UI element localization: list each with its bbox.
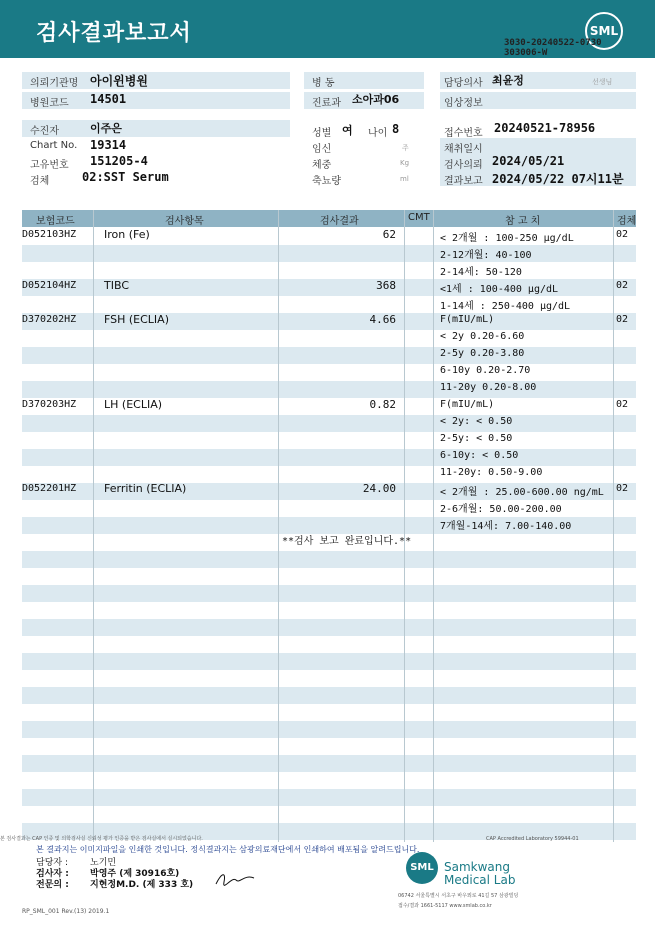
age-value: 8 bbox=[392, 122, 400, 136]
table-stripe bbox=[22, 619, 636, 636]
signature bbox=[214, 868, 258, 888]
row-ref: 11-20y 0.20-8.00 bbox=[440, 382, 537, 393]
specimen-label: 검체 bbox=[30, 176, 50, 187]
row-specimen: 02 bbox=[616, 314, 629, 325]
document-subnumber: 303006-W bbox=[504, 48, 548, 58]
ward-label: 병 동 bbox=[312, 78, 335, 89]
row-result: 62 bbox=[382, 228, 396, 241]
weight-unit: Kg bbox=[400, 159, 410, 167]
report-value: 2024/05/22 07시11분 bbox=[492, 172, 624, 186]
row-ref: 6-10y 0.20-2.70 bbox=[440, 365, 531, 376]
print-notice: 본 결과지는 이미지파일을 인쇄한 것입니다. 정식결과지는 삼광의료재단에서 인쇄하여 배포됨을 알려드립니다. bbox=[36, 845, 420, 854]
form-number: RP_SML_001 Rev.(13) 2019.1 bbox=[22, 908, 110, 915]
patient-value: 이주은 bbox=[90, 122, 122, 135]
row-code: D370203HZ bbox=[22, 399, 77, 410]
info-strip bbox=[22, 120, 290, 137]
id-value: 151205-4 bbox=[90, 154, 148, 168]
pregnancy-label: 임신 bbox=[312, 144, 332, 155]
collect-label: 채취일시 bbox=[444, 144, 483, 155]
row-result: 4.66 bbox=[369, 313, 396, 326]
col-header-specimen: 검체 bbox=[617, 216, 637, 227]
examiner-value: 박영주 (제 30916호) bbox=[90, 869, 180, 879]
row-ref: 6-10y: < 0.50 bbox=[440, 450, 519, 461]
row-ref: < 2y: < 0.50 bbox=[440, 416, 513, 427]
row-ref: 2-5y 0.20-3.80 bbox=[440, 348, 525, 359]
report-label: 결과보고 bbox=[444, 176, 483, 187]
request-value: 2024/05/21 bbox=[492, 154, 565, 168]
institution-label: 의뢰기관명 bbox=[30, 78, 79, 89]
company-phone: 접수/결과 1661-5117 www.smlab.co.kr bbox=[398, 903, 492, 909]
age-label: 나이 bbox=[368, 128, 388, 139]
table-stripe bbox=[22, 551, 636, 568]
table-stripe bbox=[22, 585, 636, 602]
sex-label: 성별 bbox=[312, 128, 332, 139]
table-stripe bbox=[22, 449, 636, 466]
clinical-info-label: 임상정보 bbox=[444, 98, 483, 109]
sml-logo: SML bbox=[585, 12, 623, 50]
table-stripe bbox=[22, 721, 636, 738]
id-label: 고유번호 bbox=[30, 160, 69, 171]
column-divider bbox=[404, 210, 405, 842]
company-address: 06742 서울특별시 서초구 바우뫼로 41길 57 삼광빌딩 bbox=[398, 893, 519, 899]
urine-label: 축뇨량 bbox=[312, 176, 341, 187]
table-stripe bbox=[22, 687, 636, 704]
specialist-label: 전문의 : bbox=[36, 880, 69, 890]
chart-label: Chart No. bbox=[30, 140, 78, 151]
row-ref: < 2개월 : 100-250 μg/dL bbox=[440, 233, 574, 244]
row-code: D052103HZ bbox=[22, 229, 77, 240]
row-specimen: 02 bbox=[616, 399, 629, 410]
request-label: 검사의뢰 bbox=[444, 160, 483, 171]
column-divider bbox=[93, 210, 94, 842]
staff-value: 노기민 bbox=[90, 858, 117, 868]
row-code: D052104HZ bbox=[22, 280, 77, 291]
row-code: D052201HZ bbox=[22, 483, 77, 494]
column-divider bbox=[433, 210, 434, 842]
specialist-value: 지현정M.D. (제 333 호) bbox=[90, 880, 194, 890]
row-ref: 2-6개월: 50.00-200.00 bbox=[440, 504, 562, 515]
report-complete-message: **검사 보고 완료입니다.** bbox=[282, 536, 412, 547]
sex-value: 여 bbox=[342, 124, 353, 137]
company-name-1: Samkwang bbox=[444, 860, 510, 874]
row-ref: F(mIU/mL) bbox=[440, 314, 495, 325]
row-specimen: 02 bbox=[616, 483, 629, 494]
row-item: FSH (ECLIA) bbox=[104, 313, 169, 326]
row-result: 0.82 bbox=[369, 398, 396, 411]
row-ref: 2-12개월: 40-100 bbox=[440, 250, 532, 261]
row-ref: F(mIU/mL) bbox=[440, 399, 495, 410]
table-stripe bbox=[22, 415, 636, 432]
table-stripe bbox=[22, 381, 636, 398]
table-stripe bbox=[22, 789, 636, 806]
dept-label: 진료과 bbox=[312, 98, 341, 109]
row-item: LH (ECLIA) bbox=[104, 398, 163, 411]
row-ref: <1세 : 100-400 μg/dL bbox=[440, 284, 559, 295]
dept-value: 소아과06 bbox=[352, 93, 400, 106]
pregnancy-unit: 주 bbox=[402, 144, 409, 152]
doctor-suffix: 선생님 bbox=[592, 78, 613, 86]
table-stripe bbox=[22, 245, 636, 262]
table-stripe bbox=[22, 755, 636, 772]
row-ref: 7개월-14세: 7.00-140.00 bbox=[440, 521, 572, 532]
row-item: Iron (Fe) bbox=[104, 228, 150, 241]
row-ref: 11-20y: 0.50-9.00 bbox=[440, 467, 543, 478]
row-ref: 1-14세 : 250-400 μg/dL bbox=[440, 301, 571, 312]
row-ref: 2-14세: 50-120 bbox=[440, 267, 522, 278]
weight-label: 체중 bbox=[312, 160, 332, 171]
urine-unit: ml bbox=[400, 175, 409, 183]
column-divider bbox=[278, 210, 279, 842]
specimen-value: 02:SST Serum bbox=[82, 170, 169, 184]
row-ref: < 2y 0.20-6.60 bbox=[440, 331, 525, 342]
table-stripe bbox=[22, 653, 636, 670]
row-specimen: 02 bbox=[616, 280, 629, 291]
col-header-item: 검사항목 bbox=[165, 216, 204, 227]
col-header-cmt: CMT bbox=[408, 212, 430, 223]
row-item: TIBC bbox=[104, 279, 129, 292]
col-header-reference: 참 고 치 bbox=[505, 216, 541, 227]
receipt-value: 20240521-78956 bbox=[494, 121, 596, 135]
row-specimen: 02 bbox=[616, 229, 629, 240]
company-name-2: Medical Lab bbox=[444, 873, 516, 887]
row-code: D370202HZ bbox=[22, 314, 77, 325]
col-header-result: 검사결과 bbox=[320, 216, 359, 227]
col-header-code: 보험코드 bbox=[36, 216, 75, 227]
institution-value: 아이윈병원 bbox=[90, 74, 148, 88]
document-number: 3030-20240522-0730 bbox=[504, 38, 602, 48]
sml-footer-logo: SML bbox=[406, 852, 438, 884]
doctor-label: 담당의사 bbox=[444, 78, 483, 89]
column-divider bbox=[613, 210, 614, 842]
receipt-label: 접수번호 bbox=[444, 128, 483, 139]
row-ref: 2-5y: < 0.50 bbox=[440, 433, 513, 444]
hospital-code-value: 14501 bbox=[90, 92, 127, 106]
chart-value: 19314 bbox=[90, 138, 127, 152]
accreditation-note: 본 검사결과는 CAP 인증 및 의학검사실 신뢰성 평가 인증을 받은 검사실에서 실시되었습니다. bbox=[0, 836, 203, 842]
doctor-value: 최윤정 bbox=[492, 74, 524, 87]
patient-label: 수진자 bbox=[30, 126, 59, 137]
cap-note: CAP Accredited Laboratory 59944-01 bbox=[486, 836, 579, 842]
row-ref: < 2개월 : 25.00-600.00 ng/mL bbox=[440, 487, 604, 498]
row-result: 24.00 bbox=[362, 482, 396, 495]
examiner-label: 검사자 : bbox=[36, 869, 69, 879]
report-title: 검사결과보고서 bbox=[36, 21, 192, 46]
row-item: Ferritin (ECLIA) bbox=[104, 482, 187, 495]
table-stripe bbox=[22, 347, 636, 364]
staff-label: 담당자 : bbox=[36, 858, 68, 868]
hospital-code-label: 병원코드 bbox=[30, 98, 69, 109]
row-result: 368 bbox=[376, 279, 396, 292]
